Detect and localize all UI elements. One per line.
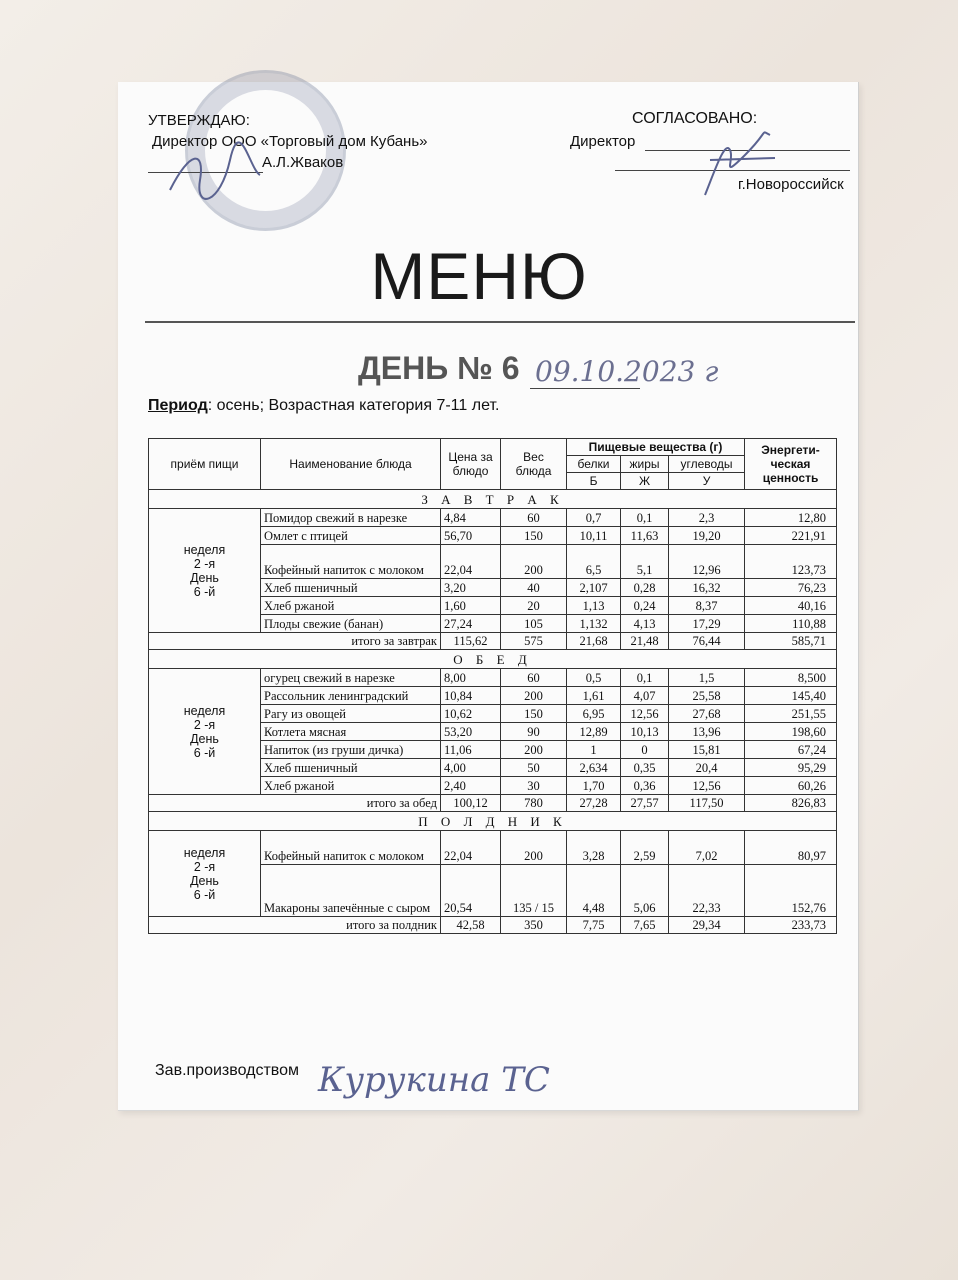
dish-carbs: 13,96 xyxy=(669,723,745,741)
dish-price: 53,20 xyxy=(441,723,501,741)
dish-carbs: 2,3 xyxy=(669,509,745,527)
meal-label xyxy=(149,669,261,795)
total-row xyxy=(149,917,837,934)
meal-label-line: неделя xyxy=(183,845,226,860)
footer-signature: Курукина ТС xyxy=(318,1060,550,1100)
dish-protein: 6,5 xyxy=(567,545,621,579)
col-protein: белки xyxy=(567,456,621,473)
dish-protein: 4,48 xyxy=(567,865,621,917)
table-row xyxy=(149,509,837,527)
dish-name: Макароны запечённые с сыром xyxy=(261,865,441,917)
total-price: 100,12 xyxy=(441,795,501,812)
total-fat: 27,57 xyxy=(621,795,669,812)
page-title: МЕНЮ xyxy=(370,239,588,313)
dish-carbs: 27,68 xyxy=(669,705,745,723)
dish-protein: 10,11 xyxy=(567,527,621,545)
total-price: 115,62 xyxy=(441,633,501,650)
dish-price: 8,00 xyxy=(441,669,501,687)
dish-weight: 150 xyxy=(501,527,567,545)
approve-signature xyxy=(160,140,270,210)
dish-energy: 80,97 xyxy=(745,831,837,865)
menu-body xyxy=(149,490,837,934)
col-protein-short: Б xyxy=(567,473,621,490)
section-row xyxy=(149,490,837,509)
dish-name: Рагу из овощей xyxy=(261,705,441,723)
dish-carbs: 20,4 xyxy=(669,759,745,777)
total-fat: 7,65 xyxy=(621,917,669,934)
total-price: 42,58 xyxy=(441,917,501,934)
day-date-line xyxy=(530,388,640,389)
dish-weight: 135 / 15 xyxy=(501,865,567,917)
approve-name: А.Л.Жваков xyxy=(262,154,344,171)
dish-price: 2,40 xyxy=(441,777,501,795)
dish-energy: 251,55 xyxy=(745,705,837,723)
col-carbs-short: У xyxy=(669,473,745,490)
col-dish: Наименование блюда xyxy=(261,439,441,490)
dish-protein: 1,70 xyxy=(567,777,621,795)
approve-heading: УТВЕРЖДАЮ: xyxy=(148,112,250,129)
total-row xyxy=(149,795,837,812)
dish-energy: 221,91 xyxy=(745,527,837,545)
dish-fat: 0,1 xyxy=(621,669,669,687)
meal-label-line: 2 -я xyxy=(193,556,216,571)
dish-price: 4,84 xyxy=(441,509,501,527)
dish-energy: 145,40 xyxy=(745,687,837,705)
dish-name: Котлета мясная xyxy=(261,723,441,741)
dish-price: 3,20 xyxy=(441,579,501,597)
approve-position: Директор ООО «Торговый дом Кубань» xyxy=(152,133,428,150)
dish-weight: 105 xyxy=(501,615,567,633)
agreed-position: Директор xyxy=(570,133,636,150)
day-date: 09.10.2023 г xyxy=(535,355,719,388)
dish-name: Плоды свежие (банан) xyxy=(261,615,441,633)
section-row xyxy=(149,812,837,831)
agreed-signature xyxy=(690,120,780,200)
dish-name: Хлеб ржаной xyxy=(261,597,441,615)
day-label: ДЕНЬ № 6 xyxy=(358,350,520,386)
col-price: Цена за блюдо xyxy=(441,439,501,490)
dish-carbs: 22,33 xyxy=(669,865,745,917)
meal-label-line: неделя xyxy=(183,703,226,718)
dish-protein: 6,95 xyxy=(567,705,621,723)
dish-name: Хлеб пшеничный xyxy=(261,579,441,597)
dish-energy: 152,76 xyxy=(745,865,837,917)
dish-fat: 0 xyxy=(621,741,669,759)
dish-name: Кофейный напиток с молоком xyxy=(261,831,441,865)
dish-energy: 67,24 xyxy=(745,741,837,759)
dish-name: Кофейный напиток с молоком xyxy=(261,545,441,579)
dish-price: 1,60 xyxy=(441,597,501,615)
dish-weight: 60 xyxy=(501,669,567,687)
meal-label-line: День xyxy=(190,873,219,888)
dish-carbs: 17,29 xyxy=(669,615,745,633)
table-row xyxy=(149,831,837,865)
dish-protein: 0,7 xyxy=(567,509,621,527)
dish-weight: 30 xyxy=(501,777,567,795)
meal-label-line: неделя xyxy=(183,542,226,557)
dish-price: 11,06 xyxy=(441,741,501,759)
dish-name: Хлеб пшеничный xyxy=(261,759,441,777)
dish-weight: 200 xyxy=(501,831,567,865)
section-row xyxy=(149,650,837,669)
dish-carbs: 8,37 xyxy=(669,597,745,615)
dish-protein: 2,107 xyxy=(567,579,621,597)
dish-fat: 0,1 xyxy=(621,509,669,527)
dish-fat: 0,28 xyxy=(621,579,669,597)
meal-label xyxy=(149,831,261,917)
meal-label-line: 2 -я xyxy=(193,859,216,874)
dish-fat: 11,63 xyxy=(621,527,669,545)
dish-price: 27,24 xyxy=(441,615,501,633)
agreed-city: г.Новороссийск xyxy=(738,176,844,193)
section-title: О Б Е Д xyxy=(149,650,837,669)
dish-weight: 200 xyxy=(501,687,567,705)
total-fat: 21,48 xyxy=(621,633,669,650)
dish-price: 22,04 xyxy=(441,545,501,579)
total-carbs: 29,34 xyxy=(669,917,745,934)
total-weight: 575 xyxy=(501,633,567,650)
dish-energy: 110,88 xyxy=(745,615,837,633)
dish-fat: 2,59 xyxy=(621,831,669,865)
dish-protein: 1,132 xyxy=(567,615,621,633)
dish-name: Хлеб ржаной xyxy=(261,777,441,795)
dish-protein: 0,5 xyxy=(567,669,621,687)
dish-weight: 90 xyxy=(501,723,567,741)
total-energy: 585,71 xyxy=(745,633,837,650)
dish-fat: 0,36 xyxy=(621,777,669,795)
dish-protein: 1,13 xyxy=(567,597,621,615)
dish-carbs: 19,20 xyxy=(669,527,745,545)
dish-carbs: 7,02 xyxy=(669,831,745,865)
col-energy: Энергети-ческая ценность xyxy=(745,439,837,490)
dish-energy: 123,73 xyxy=(745,545,837,579)
dish-fat: 0,35 xyxy=(621,759,669,777)
section-title: П О Л Д Н И К xyxy=(149,812,837,831)
total-label: итого за завтрак xyxy=(149,633,441,650)
dish-name: Рассольник ленинградский xyxy=(261,687,441,705)
total-energy: 233,73 xyxy=(745,917,837,934)
total-carbs: 117,50 xyxy=(669,795,745,812)
dish-weight: 50 xyxy=(501,759,567,777)
dish-fat: 0,24 xyxy=(621,597,669,615)
dish-energy: 198,60 xyxy=(745,723,837,741)
total-protein: 27,28 xyxy=(567,795,621,812)
section-title: З А В Т Р А К xyxy=(149,490,837,509)
total-weight: 780 xyxy=(501,795,567,812)
col-carbs: углеводы xyxy=(669,456,745,473)
dish-energy: 95,29 xyxy=(745,759,837,777)
meal-label-line: 6 -й xyxy=(193,745,216,760)
meal-label-line: 6 -й xyxy=(193,584,216,599)
dish-energy: 8,500 xyxy=(745,669,837,687)
dish-price: 10,84 xyxy=(441,687,501,705)
dish-weight: 60 xyxy=(501,509,567,527)
period-line xyxy=(148,397,499,415)
dish-fat: 10,13 xyxy=(621,723,669,741)
dish-name: огурец свежий в нарезке xyxy=(261,669,441,687)
dish-carbs: 15,81 xyxy=(669,741,745,759)
dish-fat: 12,56 xyxy=(621,705,669,723)
meal-label xyxy=(149,509,261,633)
meal-label-line: День xyxy=(190,570,219,585)
dish-price: 4,00 xyxy=(441,759,501,777)
meal-label-line: День xyxy=(190,731,219,746)
total-label: итого за полдник xyxy=(149,917,441,934)
dish-carbs: 16,32 xyxy=(669,579,745,597)
total-protein: 7,75 xyxy=(567,917,621,934)
col-fat-short: Ж xyxy=(621,473,669,490)
dish-protein: 1 xyxy=(567,741,621,759)
dish-name: Помидор свежий в нарезке xyxy=(261,509,441,527)
dish-protein: 12,89 xyxy=(567,723,621,741)
dish-fat: 5,1 xyxy=(621,545,669,579)
dish-protein: 2,634 xyxy=(567,759,621,777)
footer-label: Зав.производством xyxy=(155,1062,299,1079)
total-row xyxy=(149,633,837,650)
meal-label-line: 6 -й xyxy=(193,887,216,902)
dish-fat: 5,06 xyxy=(621,865,669,917)
dish-weight: 20 xyxy=(501,597,567,615)
col-meal: приём пищи xyxy=(149,439,261,490)
dish-name: Напиток (из груши дичка) xyxy=(261,741,441,759)
dish-energy: 12,80 xyxy=(745,509,837,527)
dish-price: 20,54 xyxy=(441,865,501,917)
dish-price: 22,04 xyxy=(441,831,501,865)
dish-name: Омлет с птицей xyxy=(261,527,441,545)
dish-weight: 200 xyxy=(501,741,567,759)
dish-fat: 4,13 xyxy=(621,615,669,633)
title-rule xyxy=(145,321,855,323)
dish-carbs: 1,5 xyxy=(669,669,745,687)
menu-table xyxy=(148,438,837,934)
dish-protein: 1,61 xyxy=(567,687,621,705)
table-row xyxy=(149,669,837,687)
period-text: : осень; Возрастная категория 7-11 лет. xyxy=(207,397,500,414)
dish-energy: 60,26 xyxy=(745,777,837,795)
dish-energy: 76,23 xyxy=(745,579,837,597)
agreed-heading: СОГЛАСОВАНО: xyxy=(632,110,758,127)
dish-weight: 150 xyxy=(501,705,567,723)
col-weight: Вес блюда xyxy=(501,439,567,490)
col-nutrients: Пищевые вещества (г) xyxy=(567,439,745,456)
dish-weight: 40 xyxy=(501,579,567,597)
meal-label-line: 2 -я xyxy=(193,717,216,732)
dish-weight: 200 xyxy=(501,545,567,579)
total-protein: 21,68 xyxy=(567,633,621,650)
total-label: итого за обед xyxy=(149,795,441,812)
dish-protein: 3,28 xyxy=(567,831,621,865)
dish-price: 56,70 xyxy=(441,527,501,545)
total-weight: 350 xyxy=(501,917,567,934)
dish-fat: 4,07 xyxy=(621,687,669,705)
dish-price: 10,62 xyxy=(441,705,501,723)
dish-carbs: 12,56 xyxy=(669,777,745,795)
total-carbs: 76,44 xyxy=(669,633,745,650)
dish-carbs: 12,96 xyxy=(669,545,745,579)
period-label: Период xyxy=(148,397,208,414)
dish-energy: 40,16 xyxy=(745,597,837,615)
col-fat: жиры xyxy=(621,456,669,473)
dish-carbs: 25,58 xyxy=(669,687,745,705)
total-energy: 826,83 xyxy=(745,795,837,812)
